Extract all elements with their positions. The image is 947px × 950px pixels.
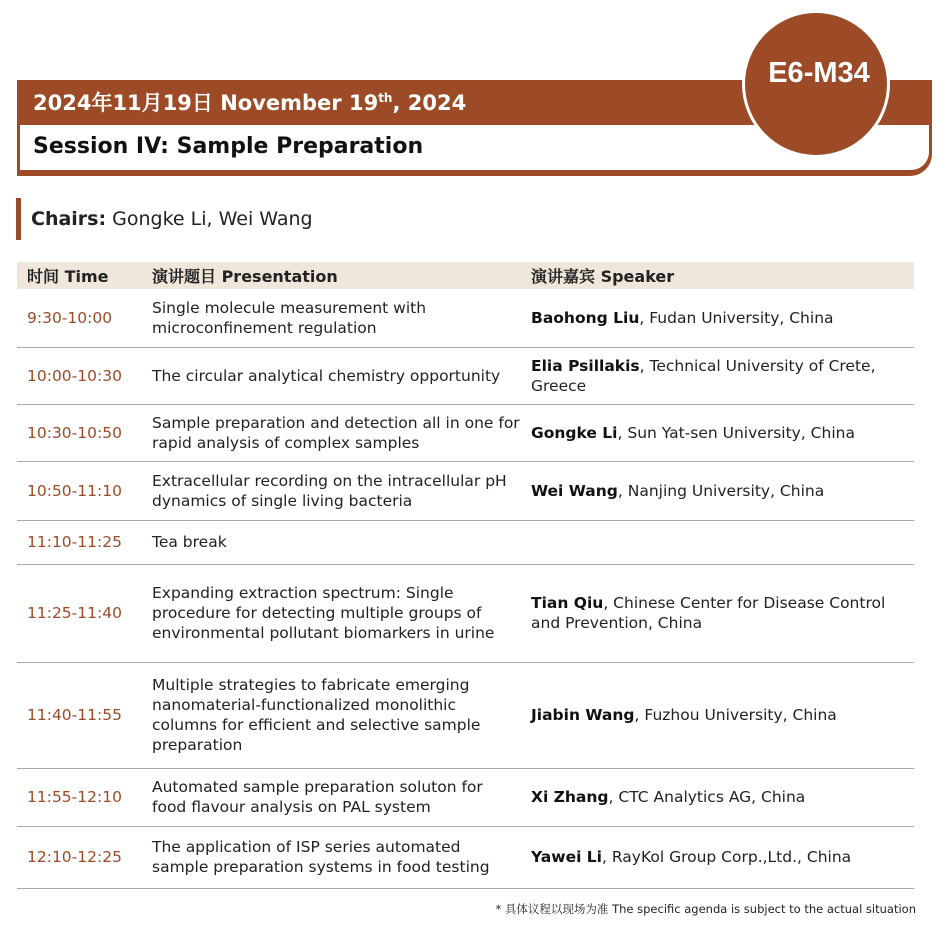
speaker-name: Wei Wang <box>531 481 618 500</box>
speaker-name: Gongke Li <box>531 423 618 442</box>
row-speaker <box>521 404 914 461</box>
row-time: 11:10-11:25 <box>17 520 142 564</box>
speaker-name: Tian Qiu <box>531 594 604 612</box>
column-header-presentation: 演讲题目 Presentation <box>142 262 521 289</box>
speaker-name: Elia Psillakis <box>531 356 640 375</box>
row-speaker <box>521 768 914 826</box>
table-header-row <box>17 262 914 289</box>
table-row <box>17 564 914 662</box>
row-time: 11:55-12:10 <box>17 768 142 826</box>
row-title: Automated sample preparation soluton for food flavour analysis on PAL system <box>142 768 521 826</box>
chairs-label: Chairs: <box>31 208 107 230</box>
table-row <box>17 461 914 520</box>
speaker-name: Yawei Li <box>531 848 602 866</box>
row-title: The application of ISP series automated sample preparation systems in food testing <box>142 826 521 888</box>
speaker-name: Jiabin Wang <box>531 706 635 724</box>
row-title: Extracellular recording on the intracellular pH dynamics of single living bacteria <box>142 461 521 520</box>
session-date: 2024年11月19日 November 19th, 2024 <box>33 91 467 115</box>
speaker-affiliation: , RayKol Group Corp.,Ltd., China <box>602 848 852 866</box>
row-time: 11:25-11:40 <box>17 564 142 662</box>
row-speaker <box>521 564 914 662</box>
table-row <box>17 662 914 768</box>
column-header-time: 时间 Time <box>17 262 142 289</box>
row-speaker <box>521 289 914 347</box>
speaker-affiliation: , Fuzhou University, China <box>634 706 837 724</box>
row-time: 11:40-11:55 <box>17 662 142 768</box>
row-time: 9:30-10:00 <box>17 289 142 347</box>
row-speaker <box>521 662 914 768</box>
speaker-affiliation: , Fudan University, China <box>639 308 834 327</box>
table-row <box>17 404 914 461</box>
chairs-line <box>16 198 313 240</box>
speaker-affiliation: , CTC Analytics AG, China <box>608 788 806 806</box>
agenda-table <box>17 262 914 889</box>
row-title: Sample preparation and detection all in one for rapid analysis of complex samples <box>142 404 521 461</box>
speaker-affiliation: , Nanjing University, China <box>617 481 825 500</box>
table-row <box>17 520 914 564</box>
chairs-names: Gongke Li, Wei Wang <box>106 208 313 230</box>
row-speaker <box>521 520 914 564</box>
table-row <box>17 768 914 826</box>
row-title: Expanding extraction spectrum: Single procedure for detecting multiple groups of environmental pollutant biomarkers in urine <box>142 564 521 662</box>
footnote: * 具体议程以现场为准 The specific agenda is subject to the actual situation <box>495 902 916 916</box>
row-time: 12:10-12:25 <box>17 826 142 888</box>
row-title: Multiple strategies to fabricate emerging nanomaterial-functionalized monolithic columns for efficient and selective sample preparation <box>142 662 521 768</box>
row-speaker <box>521 461 914 520</box>
table-row <box>17 289 914 347</box>
table-row <box>17 347 914 404</box>
session-title: Session IV: Sample Preparation <box>33 134 424 159</box>
speaker-affiliation: , Technical University of Crete, Greece <box>531 356 876 395</box>
speaker-affiliation: , Sun Yat-sen University, China <box>617 423 855 442</box>
row-time: 10:50-11:10 <box>17 461 142 520</box>
row-title: The circular analytical chemistry opportunity <box>142 347 521 404</box>
speaker-affiliation: , Chinese Center for Disease Control and Prevention, China <box>531 594 886 632</box>
row-time: 10:30-10:50 <box>17 404 142 461</box>
row-speaker <box>521 826 914 888</box>
row-speaker <box>521 347 914 404</box>
speaker-name: Xi Zhang <box>531 788 609 806</box>
table-row <box>17 826 914 888</box>
row-title: Tea break <box>142 520 521 564</box>
row-time: 10:00-10:30 <box>17 347 142 404</box>
speaker-name: Baohong Liu <box>531 308 640 327</box>
session-code: E6-M34 <box>768 57 870 89</box>
column-header-speaker: 演讲嘉宾 Speaker <box>521 262 914 289</box>
row-title: Single molecule measurement with microconfinement regulation <box>142 289 521 347</box>
